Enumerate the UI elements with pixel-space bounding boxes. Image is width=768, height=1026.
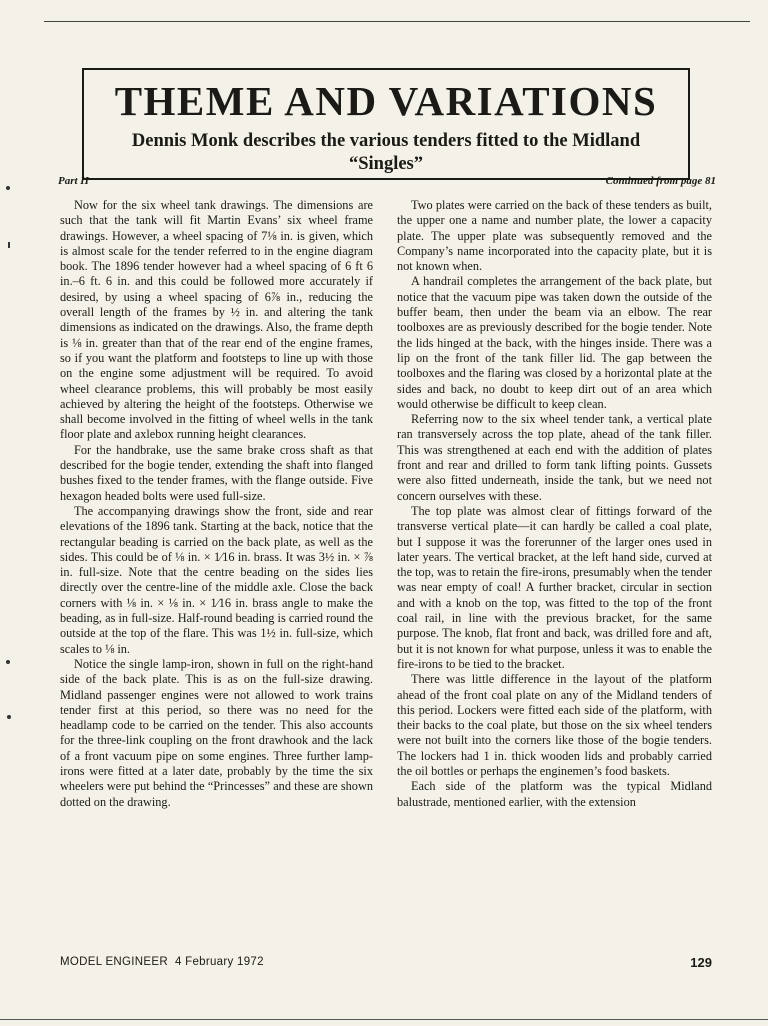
margin-mark	[7, 715, 11, 719]
paragraph: Referring now to the six wheel tender tank, a vertical plate ran transversely across the top plate, ahead of the tank filler. This was strengthened at each end with the addition of plates front and rear and drilled to form tank lifting points. Gussets were also fitted underneath, inside the tank, but we need not concern ourselves with these.	[397, 412, 712, 503]
top-rule	[44, 21, 750, 22]
bottom-rule	[0, 1019, 768, 1020]
article-subtitle: Dennis Monk describes the various tenders fitted to the Midland “Singles”	[131, 131, 641, 174]
continued-label: Continued from page 81	[605, 175, 716, 187]
margin-mark	[8, 242, 10, 248]
paragraph: The accompanying drawings show the front, side and rear elevations of the 1896 tank. Starting at the back, notice that the rectangular beading is carried on the back plate, as well as the sides. This could be of ⅛ in. × 1⁄16 in. brass. It was 3½ in. × ⅞ in. full-size. Note that the centre beading on the sides lies directly over the centre-line of the middle axle. Close the back corners with ⅛ in. × ⅛ in. × 1⁄16 in. brass angle to make the beading, as in full-size. Half-round beading is carried round the outside at the top of the flare. This was 1½ in. full-size, which scales to ⅛ in.	[60, 503, 373, 656]
footer-publication	[60, 956, 264, 968]
publication-date: 4 February 1972	[174, 956, 264, 968]
paragraph: There was little difference in the layout of the platform ahead of the front coal plate on any of the Midland tenders of this period. Lockers were fitted each side of the platform, with their backs to the coal plate, but those on the six wheel tenders were not built into the corners like those of the bogie tenders. The lockers had 1 in. thick wooden lids and probably carried the oil bottles or perhaps the enginemen’s food baskets.	[397, 672, 712, 778]
title-box	[82, 68, 690, 180]
part-label: Part II	[58, 175, 89, 187]
page-number: 129	[690, 955, 712, 970]
article-title: THEME AND VARIATIONS	[114, 78, 658, 124]
paragraph: The top plate was almost clear of fittings forward of the transverse vertical plate—it can hardly be called a coal plate, but I suppose it was the forerunner of the larger ones used in later years. The vertical bracket, at the left hand side, curved at the top, was to retain the fire-irons, presumably when the tender was near empty of coal! A further bracket, circular in section and with a knob on the top, was fitted to the top of the front coal rail, in line with the previous bracket, for the same purpose. The knob, flat front and back, was drilled fore and aft, but it is not known for what purpose, unless it was to enable the fire-irons to be tied to the bracket.	[397, 503, 712, 671]
margin-mark	[6, 660, 10, 664]
paragraph: A handrail completes the arrangement of the back plate, but notice that the vacuum pipe was taken down the outside of the buffer beam, then under the beam via an elbow. The rear toolboxes are as previously described for the bogie tender. Note the lids hinged at the back, with the hinges inside. There was a lip on the front of the tank filler lid. The gap between the toolboxes and the flaring was closed by a horizontal plate at the sides and back, no doubt to keep dirt out of an area which would otherwise be difficult to keep clean.	[397, 274, 712, 411]
paragraph: For the handbrake, use the same brake cross shaft as that described for the bogie tender, extending the shaft into flanged bushes fixed to the tender frames, with the flange outside. Five hexagon headed bolts were used full-size.	[60, 442, 373, 503]
paragraph: Now for the six wheel tank drawings. The dimensions are such that the tank will fit Martin Evans’ six wheel frame drawings. However, a wheel spacing of 7⅛ in. is given, which is almost scale for the tender referred to in the engine diagram book. The 1896 tender however had a wheel spacing of 6 ft 6 in.–6 ft. 6 in. and this could be followed more accurately if desired, by using a wheel spacing of 6⅞ in., reducing the overall length of the frames by ½ in. and altering the tank dimensions as indicated on the drawings. Also, the frame depth is ⅛ in. greater than that of the rear end of the engine frames, so if you want the platform and footsteps to line up with those on the engine some adjustment will be required. To avoid wheel clearance problems, this will probably be most easily achieved by altering the height of the footsteps. Otherwise we shall become involved in the fitting of wheel wells in the tank floor plate and axlebox running height clearances.	[60, 198, 373, 442]
publication-name: MODEL ENGINEER	[60, 956, 168, 968]
paragraph: Two plates were carried on the back of these tenders as built, the upper one a name and number plate, the lower a capacity plate. The upper plate was subsequently removed and the Company’s name incorporated into the capacity plate, but it is not known when.	[397, 198, 712, 274]
paragraph: Notice the single lamp-iron, shown in full on the right-hand side of the back plate. This is as on the full-size drawing. Midland passenger engines were not allowed to work trains tender first at this period, so there was no need for the headlamp code to be carried on the tender. This also accounts for the three-link coupling on the front drawhook and the lack of a front vacuum pipe on some engines. Three further lamp-irons were fitted at a later date, probably by the time the six wheelers were put behind the “Princesses” and these are shown dotted on the drawing.	[60, 656, 373, 809]
right-column	[397, 198, 712, 810]
margin-mark	[6, 186, 10, 190]
paragraph: Each side of the platform was the typical Midland balustrade, mentioned earlier, with the extension	[397, 779, 712, 809]
left-column	[60, 198, 373, 810]
